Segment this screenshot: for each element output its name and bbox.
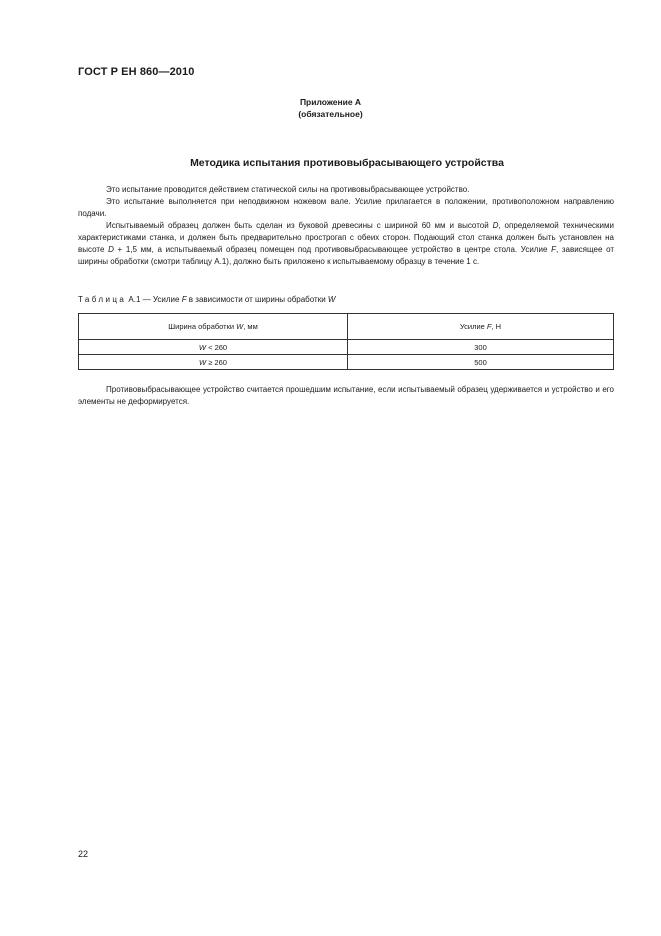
paragraph-3-text-c: + 1,5 мм, а испытываемый образец помещен под противовыбрасывающее устройство в центре стола. Усилие: [113, 245, 552, 254]
variable-w: W: [236, 322, 244, 331]
variable-w: W: [199, 357, 207, 367]
variable-w: W: [198, 342, 207, 352]
paragraph-1: Это испытание проводится действием статической силы на противовыбрасывающее устройство.: [106, 185, 470, 194]
table-caption-label: Таблица: [78, 295, 127, 304]
table-caption-text-2: в зависимости от ширины обработки: [186, 295, 328, 304]
variable-f: F: [551, 245, 556, 254]
column-header-force: [348, 314, 614, 340]
table-caption-text: — Усилие: [140, 295, 182, 304]
paragraph-3: [78, 220, 614, 268]
column-header-width: [79, 314, 348, 340]
paragraph-2: Это испытание выполняется при неподвижном ножевом вале. Усилие прилагается в положении, противоположном направлению подачи.: [78, 197, 614, 218]
annex-title: Приложение А: [299, 97, 362, 107]
force-cell: 500: [348, 355, 614, 370]
table-row: [79, 340, 614, 355]
page-number: 22: [78, 849, 89, 859]
force-table: [78, 313, 614, 370]
section-title: Методика испытания противовыбрасывающего устройства: [190, 157, 504, 169]
column-header-force-unit: , Н: [491, 322, 502, 331]
width-cell: [79, 340, 348, 355]
annex-status: (обязательное): [298, 109, 363, 119]
table-caption-number: А.1: [126, 295, 141, 304]
variable-f: F: [486, 322, 492, 331]
document-header: ГОСТ Р ЕН 860—2010: [78, 66, 195, 78]
variable-w: W: [327, 295, 336, 304]
width-condition: < 260: [206, 342, 228, 352]
force-cell: 300: [348, 340, 614, 355]
paragraph-3-text-b: , определяемой техническими характеристиками станка, и должен быть предварительно прострогап с обеих сторон. Подающий стол станка должен быть установлен на высоте: [78, 221, 614, 254]
table-caption: [78, 295, 335, 304]
table-header-row: [79, 314, 614, 340]
paragraph-3-text-d: , зависящее от ширины обработки (смотри таблицу А.1), должно быть приложено к испытываемому образцу в течение 1 с.: [78, 245, 615, 266]
paragraph-3-text-a: Испытываемый образец должен быть сделан из буковой древесины с шириной 60 мм и высотой: [106, 221, 493, 230]
width-cell: [79, 355, 348, 370]
width-condition: ≥ 260: [206, 357, 227, 367]
paragraph-4: Противовыбрасывающее устройство считается прошедшим испытание, если испытываемый образец удерживается и устройство и его элементы не деформируется.: [78, 385, 614, 406]
column-header-force-text: Усилие: [459, 322, 487, 331]
variable-f: F: [181, 295, 187, 304]
table-row: [79, 355, 614, 370]
variable-d: D: [108, 245, 114, 254]
column-header-width-unit: , мм: [243, 322, 258, 331]
column-header-width-text: Ширина обработки: [168, 322, 237, 331]
variable-d: D: [492, 221, 499, 230]
